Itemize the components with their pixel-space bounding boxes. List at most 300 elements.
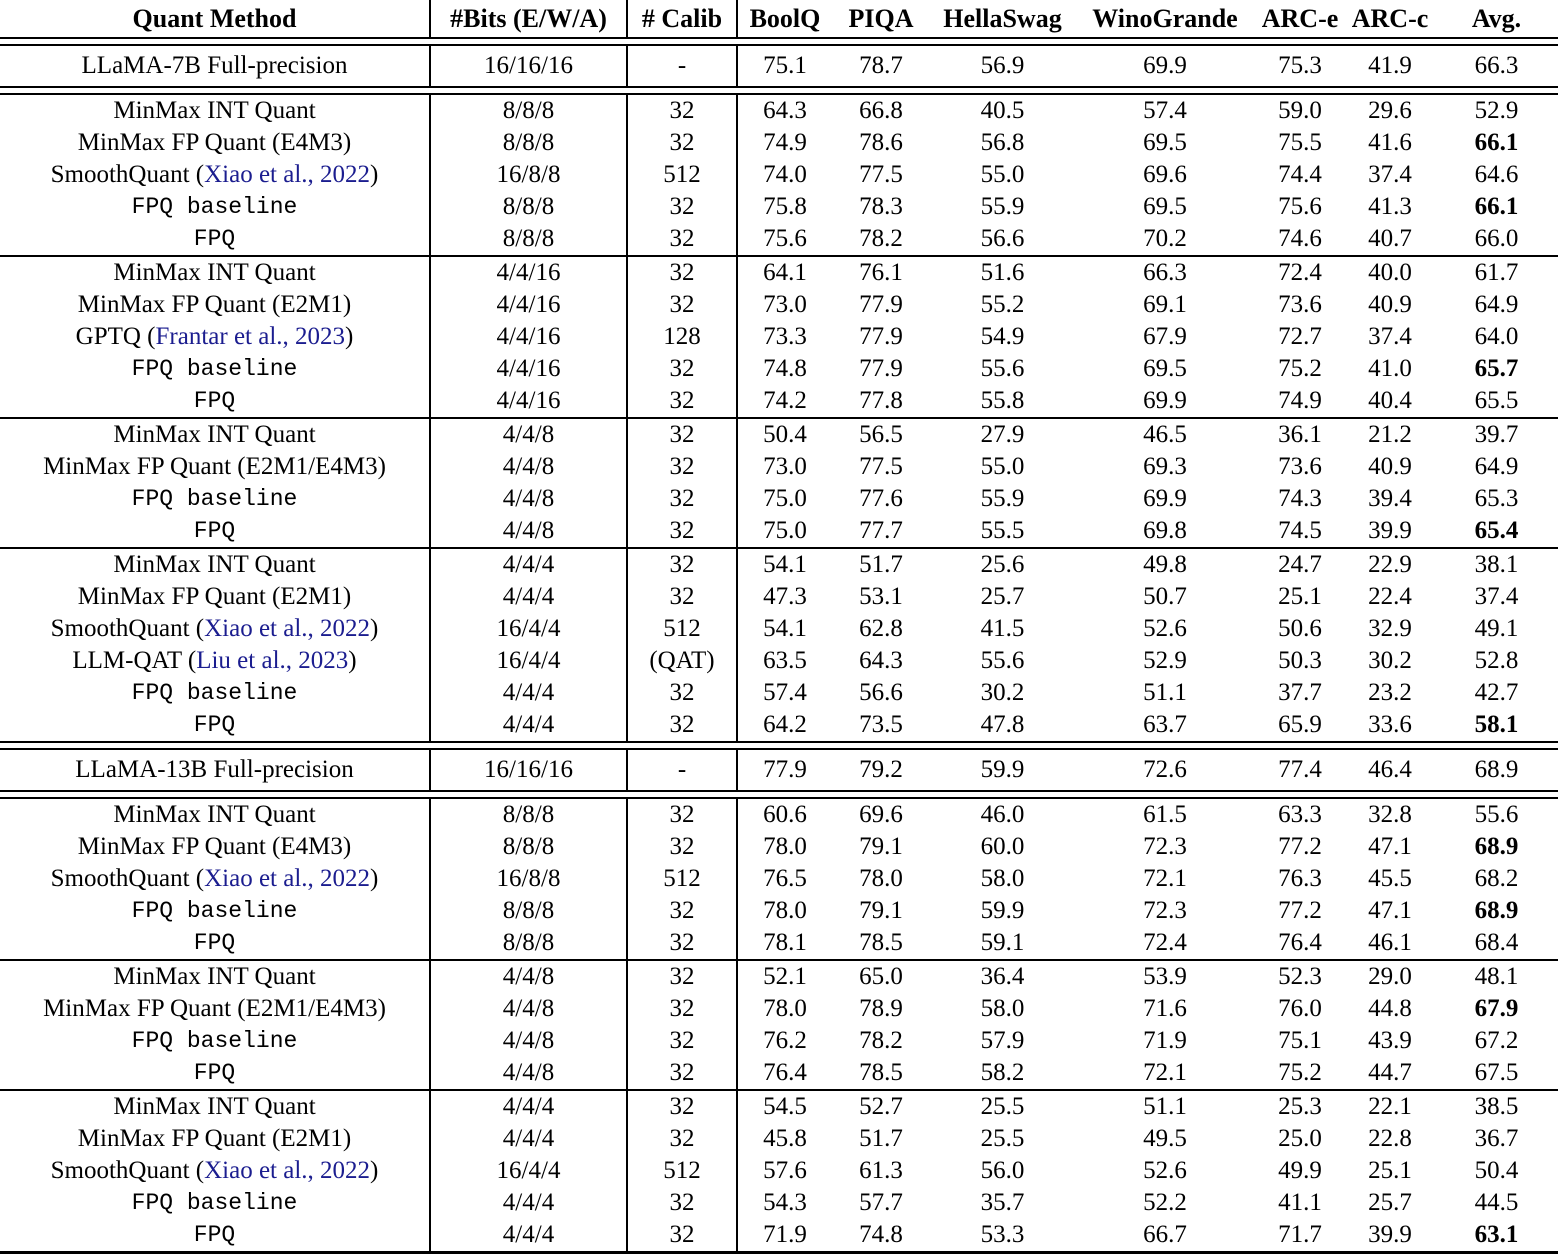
method-label-suffix: )	[370, 615, 379, 642]
cell-piqa: 77.9	[859, 355, 903, 382]
cell-piqa: 53.1	[859, 583, 903, 610]
cell-calib: 32	[627, 353, 737, 385]
table-row	[0, 451, 1558, 483]
cell-piqa: 51.7	[859, 1125, 903, 1152]
cell-winogrande: 69.1	[1143, 291, 1187, 318]
cell-quant-method	[0, 1090, 430, 1123]
table-head	[0, 0, 1558, 38]
cell-arc-e: 24.7	[1255, 548, 1345, 581]
cell-arc-c: 41.6	[1368, 129, 1412, 156]
cell-bits: 16/16/16	[430, 749, 627, 791]
table-row	[0, 1057, 1558, 1090]
cell-bits: 8/8/8	[430, 895, 627, 927]
cell-arc-e: 72.7	[1278, 323, 1322, 350]
cell-quant-method	[0, 159, 430, 191]
cell-arc-c: 25.7	[1368, 1189, 1412, 1216]
cell-quant-method	[0, 256, 430, 289]
column-header-piqa: PIQA	[848, 4, 914, 33]
cell-arc-c: 29.0	[1345, 960, 1435, 993]
method-label: FPQ baseline	[131, 486, 298, 512]
cell-quant-method	[0, 677, 430, 709]
cell-arc-e: 52.3	[1255, 960, 1345, 993]
method-label-suffix: )	[370, 161, 379, 188]
cell-arc-c: 21.2	[1345, 418, 1435, 451]
cell-arc-c: 46.4	[1368, 756, 1412, 783]
citation-link[interactable]: Xiao et al., 2022	[204, 161, 371, 188]
cell-arc-c: 43.9	[1368, 1027, 1412, 1054]
cell-boolq: 73.3	[737, 321, 832, 353]
cell-winogrande: 69.5	[1143, 193, 1187, 220]
method-label: LLaMA-13B Full-precision	[75, 756, 354, 783]
cell-hellaswag: 59.9	[980, 756, 1025, 783]
cell-boolq: 47.3	[737, 581, 832, 613]
cell-avg: 64.9	[1474, 291, 1519, 318]
cell-calib: 32	[627, 960, 737, 993]
method-label: FPQ baseline	[131, 898, 298, 924]
cell-quant-method	[0, 927, 430, 960]
cell-avg: 36.7	[1474, 1125, 1519, 1152]
cell-boolq: 76.4	[737, 1057, 832, 1090]
cell-winogrande: 72.3	[1143, 833, 1187, 860]
cell-arc-c: 33.6	[1368, 711, 1412, 738]
cell-winogrande: 69.6	[1143, 161, 1187, 188]
cell-quant-method	[0, 385, 430, 418]
cell-arc-c: 29.6	[1368, 97, 1412, 124]
cell-winogrande: 57.4	[1143, 97, 1187, 124]
cell-winogrande: 72.6	[1143, 756, 1187, 783]
cell-arc-e: 77.2	[1278, 897, 1322, 924]
cell-winogrande: 71.6	[1143, 995, 1187, 1022]
table-row	[0, 548, 1558, 581]
cell-arc-e: 75.6	[1278, 193, 1322, 220]
table-row	[0, 581, 1558, 613]
cell-calib: 32	[627, 385, 737, 418]
cell-winogrande: 70.2	[1143, 225, 1187, 252]
cell-winogrande: 52.6	[1143, 615, 1187, 642]
cell-hellaswag: 35.7	[980, 1189, 1025, 1216]
method-label: FPQ	[193, 1060, 236, 1086]
cell-arc-c: 41.9	[1368, 52, 1412, 79]
cell-avg: 64.0	[1474, 323, 1519, 350]
cell-arc-e: 73.6	[1278, 291, 1322, 318]
cell-hellaswag: 55.5	[980, 517, 1025, 544]
table-header-row	[0, 0, 1558, 38]
cell-hellaswag: 55.0	[980, 161, 1025, 188]
method-label: FPQ baseline	[131, 194, 298, 220]
cell-calib: 32	[627, 289, 737, 321]
cell-bits: 4/4/8	[430, 993, 627, 1025]
method-label-suffix: )	[345, 323, 354, 350]
cell-boolq: 54.3	[737, 1187, 832, 1219]
double-rule-line	[0, 742, 1558, 749]
cell-arc-c: 40.7	[1368, 225, 1412, 252]
cell-calib: 32	[627, 191, 737, 223]
cell-hellaswag: 25.5	[980, 1125, 1025, 1152]
citation-link[interactable]: Xiao et al., 2022	[204, 615, 371, 642]
method-label: MinMax INT Quant	[113, 259, 316, 286]
cell-arc-e: 74.5	[1278, 517, 1322, 544]
cell-avg: 52.9	[1474, 97, 1519, 124]
cell-piqa: 77.9	[859, 323, 903, 350]
cell-quant-method	[0, 483, 430, 515]
cell-calib: 512	[627, 159, 737, 191]
cell-quant-method	[0, 353, 430, 385]
column-header-quant-method: Quant Method	[132, 4, 297, 33]
table-row	[0, 483, 1558, 515]
cell-quant-method	[0, 1219, 430, 1253]
cell-bits: 16/4/4	[430, 1155, 627, 1187]
cell-calib: 32	[627, 483, 737, 515]
cell-quant-method	[0, 960, 430, 993]
cell-piqa: 62.8	[859, 615, 903, 642]
cell-hellaswag: 46.0	[980, 801, 1025, 828]
cell-hellaswag: 25.7	[980, 583, 1025, 610]
double-rule	[0, 742, 1558, 749]
cell-quant-method	[0, 548, 430, 581]
cell-quant-method	[0, 749, 430, 791]
cell-hellaswag: 55.6	[980, 647, 1025, 674]
cell-arc-c: 40.0	[1345, 256, 1435, 289]
cell-bits: 4/4/8	[430, 418, 627, 451]
cell-winogrande: 52.6	[1143, 1157, 1187, 1184]
cell-winogrande: 66.7	[1143, 1221, 1187, 1248]
method-label: LLM-QAT (	[72, 647, 197, 674]
cell-boolq: 75.1	[737, 45, 832, 87]
table-row	[0, 45, 1558, 87]
cell-quant-method	[0, 831, 430, 863]
cell-bits: 4/4/16	[430, 289, 627, 321]
cell-avg: 52.8	[1474, 647, 1519, 674]
cell-quant-method	[0, 993, 430, 1025]
cell-calib: 32	[627, 94, 737, 127]
cell-arc-c: 40.9	[1368, 291, 1412, 318]
cell-avg: 65.5	[1474, 387, 1519, 414]
method-label: FPQ	[193, 1222, 236, 1248]
table-row	[0, 191, 1558, 223]
citation-link[interactable]: Xiao et al., 2022	[204, 1157, 371, 1184]
method-label: MinMax INT Quant	[113, 97, 316, 124]
cell-hellaswag: 30.2	[980, 679, 1025, 706]
cell-arc-c: 39.4	[1368, 485, 1412, 512]
cell-boolq: 54.1	[737, 613, 832, 645]
cell-calib: 512	[627, 613, 737, 645]
cell-hellaswag: 60.0	[980, 833, 1025, 860]
cell-quant-method	[0, 127, 430, 159]
cell-arc-c: 40.9	[1368, 453, 1412, 480]
citation-link[interactable]: Xiao et al., 2022	[204, 865, 371, 892]
cell-hellaswag: 58.2	[980, 1059, 1025, 1086]
cell-hellaswag: 53.3	[980, 1221, 1025, 1248]
table-row	[0, 353, 1558, 385]
cell-arc-e: 63.3	[1278, 801, 1322, 828]
cell-boolq: 78.1	[737, 927, 832, 960]
table-row	[0, 960, 1558, 993]
cell-arc-c: 37.4	[1368, 161, 1412, 188]
cell-arc-e: 76.4	[1278, 929, 1322, 956]
cell-arc-e: 49.9	[1278, 1157, 1322, 1184]
cell-avg: 42.7	[1474, 679, 1519, 706]
method-label: MinMax FP Quant (E2M1)	[77, 1125, 352, 1152]
cell-winogrande: 52.2	[1143, 1189, 1187, 1216]
cell-calib: 32	[627, 709, 737, 742]
cell-hellaswag: 59.9	[980, 897, 1025, 924]
cell-bits: 4/4/4	[430, 581, 627, 613]
table-row	[0, 418, 1558, 451]
cell-bits: 8/8/8	[430, 798, 627, 831]
cell-arc-c: 30.2	[1368, 647, 1412, 674]
method-label: SmoothQuant (	[50, 865, 205, 892]
cell-arc-e: 25.1	[1278, 583, 1322, 610]
cell-boolq: 78.0	[737, 831, 832, 863]
citation-link[interactable]: Frantar et al., 2023	[155, 323, 346, 350]
cell-quant-method	[0, 645, 430, 677]
cell-bits: 4/4/4	[430, 1123, 627, 1155]
cell-avg: 37.4	[1474, 583, 1519, 610]
table-row	[0, 289, 1558, 321]
cell-boolq: 74.2	[737, 385, 832, 418]
cell-bits: 8/8/8	[430, 223, 627, 256]
method-label: MinMax INT Quant	[113, 421, 316, 448]
cell-quant-method	[0, 94, 430, 127]
cell-quant-method	[0, 709, 430, 742]
cell-avg: 68.2	[1474, 865, 1519, 892]
cell-hellaswag: 56.0	[980, 1157, 1025, 1184]
cell-winogrande: 49.8	[1075, 548, 1255, 581]
method-label: MinMax FP Quant (E2M1/E4M3)	[43, 453, 386, 480]
table-row	[0, 385, 1558, 418]
method-label: MinMax INT Quant	[113, 963, 316, 990]
cell-piqa: 78.3	[859, 193, 903, 220]
cell-bits: 8/8/8	[430, 927, 627, 960]
cell-hellaswag: 36.4	[930, 960, 1075, 993]
cell-piqa: 56.6	[859, 679, 903, 706]
cell-avg: 55.6	[1474, 801, 1519, 828]
table-row	[0, 993, 1558, 1025]
cell-arc-c: 40.4	[1368, 387, 1412, 414]
cell-arc-e: 74.9	[1278, 387, 1322, 414]
method-label-suffix: )	[348, 647, 357, 674]
cell-calib: 32	[627, 993, 737, 1025]
cell-arc-c: 39.9	[1368, 517, 1412, 544]
column-header-avg: Avg.	[1471, 4, 1522, 33]
cell-avg: 66.1	[1474, 193, 1519, 220]
cell-arc-c: 44.7	[1368, 1059, 1412, 1086]
double-rule-line	[0, 38, 1558, 45]
cell-avg: 65.3	[1474, 485, 1519, 512]
cell-calib: 32	[627, 256, 737, 289]
cell-arc-e: 37.7	[1278, 679, 1322, 706]
cell-avg: 68.9	[1474, 833, 1519, 860]
table-row	[0, 613, 1558, 645]
cell-bits: 4/4/8	[430, 451, 627, 483]
cell-hellaswag: 55.9	[980, 485, 1025, 512]
cell-arc-e: 77.2	[1278, 833, 1322, 860]
method-label: FPQ	[193, 388, 236, 414]
cell-arc-e: 75.1	[1278, 1027, 1322, 1054]
cell-piqa: 77.6	[859, 485, 903, 512]
cell-calib: 32	[627, 1025, 737, 1057]
cell-winogrande: 53.9	[1075, 960, 1255, 993]
cell-arc-c: 22.4	[1368, 583, 1412, 610]
cell-piqa: 78.5	[859, 1059, 903, 1086]
cell-arc-e: 59.0	[1278, 97, 1322, 124]
cell-quant-method	[0, 451, 430, 483]
cell-bits: 4/4/8	[430, 1025, 627, 1057]
table-row	[0, 223, 1558, 256]
cell-hellaswag: 54.9	[980, 323, 1025, 350]
cell-winogrande: 51.1	[1075, 1090, 1255, 1123]
cell-boolq: 50.4	[737, 418, 832, 451]
method-label: SmoothQuant (	[50, 615, 205, 642]
cell-boolq: 60.6	[737, 798, 832, 831]
cell-winogrande: 69.5	[1143, 129, 1187, 156]
cell-avg: 63.1	[1474, 1221, 1519, 1248]
cell-arc-e: 25.0	[1278, 1125, 1322, 1152]
cell-piqa: 77.7	[859, 517, 903, 544]
cell-piqa: 56.5	[832, 418, 930, 451]
cell-winogrande: 50.7	[1143, 583, 1187, 610]
cell-arc-c: 22.8	[1368, 1125, 1412, 1152]
column-header-calib: # Calib	[627, 0, 737, 38]
cell-avg: 65.7	[1474, 355, 1519, 382]
cell-bits: 4/4/8	[430, 483, 627, 515]
cell-bits: 4/4/16	[430, 385, 627, 418]
cell-winogrande: 72.4	[1143, 929, 1187, 956]
cell-arc-e: 74.4	[1278, 161, 1322, 188]
cell-bits: 4/4/4	[430, 1090, 627, 1123]
method-label: MinMax FP Quant (E4M3)	[77, 129, 352, 156]
cell-winogrande: 49.5	[1143, 1125, 1187, 1152]
cell-winogrande: 72.1	[1143, 1059, 1187, 1086]
cell-quant-method	[0, 1123, 430, 1155]
cell-hellaswag: 55.8	[980, 387, 1025, 414]
cell-calib: 32	[627, 515, 737, 548]
cell-arc-e: 77.4	[1278, 756, 1322, 783]
cell-arc-e: 72.4	[1255, 256, 1345, 289]
cell-avg: 66.0	[1474, 225, 1519, 252]
method-label: MinMax INT Quant	[113, 801, 316, 828]
method-label: FPQ baseline	[131, 1190, 298, 1216]
table-row	[0, 94, 1558, 127]
table-row	[0, 1025, 1558, 1057]
cell-piqa: 78.9	[859, 995, 903, 1022]
cell-bits: 4/4/4	[430, 1187, 627, 1219]
cell-avg: 66.3	[1474, 52, 1519, 79]
cell-hellaswag: 27.9	[930, 418, 1075, 451]
cell-arc-c: 23.2	[1368, 679, 1412, 706]
cell-boolq: 57.6	[737, 1155, 832, 1187]
column-header-arc-c: ARC-c	[1351, 4, 1429, 33]
cell-quant-method	[0, 191, 430, 223]
cell-quant-method	[0, 289, 430, 321]
cell-quant-method	[0, 515, 430, 548]
cell-piqa: 79.2	[859, 756, 903, 783]
cell-quant-method	[0, 45, 430, 87]
cell-piqa: 77.5	[859, 161, 903, 188]
cell-piqa: 78.0	[859, 865, 903, 892]
method-label: FPQ	[193, 930, 236, 956]
cell-avg: 39.7	[1435, 418, 1558, 451]
method-label: FPQ baseline	[131, 1028, 298, 1054]
cell-bits: 4/4/16	[430, 353, 627, 385]
cell-calib: 128	[627, 321, 737, 353]
cell-calib: 32	[627, 798, 737, 831]
method-label: MinMax FP Quant (E4M3)	[77, 833, 352, 860]
cell-arc-e: 74.3	[1278, 485, 1322, 512]
double-rule-line	[0, 791, 1558, 798]
cell-boolq: 75.0	[737, 483, 832, 515]
table-row	[0, 159, 1558, 191]
cell-hellaswag: 55.0	[980, 453, 1025, 480]
column-header-arc-e: ARC-e	[1261, 4, 1339, 33]
cell-winogrande: 69.9	[1143, 485, 1187, 512]
cell-arc-c: 32.8	[1368, 801, 1412, 828]
cell-boolq: 75.0	[737, 515, 832, 548]
double-rule	[0, 791, 1558, 798]
cell-arc-e: 71.7	[1278, 1221, 1322, 1248]
cell-bits: 16/4/4	[430, 645, 627, 677]
cell-bits: 4/4/4	[430, 548, 627, 581]
cell-winogrande: 67.9	[1143, 323, 1187, 350]
cell-bits: 8/8/8	[430, 191, 627, 223]
cell-hellaswag: 25.5	[930, 1090, 1075, 1123]
cell-calib: 32	[627, 677, 737, 709]
cell-piqa: 73.5	[859, 711, 903, 738]
cell-boolq: 71.9	[737, 1219, 832, 1253]
cell-calib: 32	[627, 451, 737, 483]
table-row	[0, 1187, 1558, 1219]
cell-arc-c: 25.1	[1368, 1157, 1412, 1184]
cell-piqa: 77.8	[859, 387, 903, 414]
cell-bits: 16/4/4	[430, 613, 627, 645]
cell-arc-c: 22.9	[1345, 548, 1435, 581]
cell-piqa: 57.7	[859, 1189, 903, 1216]
cell-arc-e: 75.5	[1278, 129, 1322, 156]
table-row	[0, 749, 1558, 791]
citation-link[interactable]: Liu et al., 2023	[196, 647, 349, 674]
table-row	[0, 927, 1558, 960]
method-label: FPQ	[193, 712, 236, 738]
cell-calib: -	[627, 45, 737, 87]
cell-winogrande: 46.5	[1075, 418, 1255, 451]
cell-arc-c: 45.5	[1368, 865, 1412, 892]
cell-bits: 4/4/16	[430, 321, 627, 353]
cell-arc-e: 74.6	[1278, 225, 1322, 252]
cell-hellaswag: 47.8	[980, 711, 1025, 738]
cell-arc-e: 75.2	[1278, 355, 1322, 382]
method-label: FPQ baseline	[131, 356, 298, 382]
cell-boolq: 63.5	[737, 645, 832, 677]
cell-hellaswag: 59.1	[980, 929, 1025, 956]
cell-arc-e: 25.3	[1255, 1090, 1345, 1123]
cell-boolq: 77.9	[737, 749, 832, 791]
cell-boolq: 64.2	[737, 709, 832, 742]
method-label: MinMax FP Quant (E2M1)	[77, 291, 352, 318]
table-row	[0, 709, 1558, 742]
method-label-suffix: )	[370, 1157, 379, 1184]
cell-avg: 68.9	[1474, 756, 1519, 783]
cell-piqa: 79.1	[859, 897, 903, 924]
cell-winogrande: 69.9	[1143, 387, 1187, 414]
table-row	[0, 1090, 1558, 1123]
method-label: LLaMA-7B Full-precision	[81, 52, 348, 79]
cell-piqa: 76.1	[832, 256, 930, 289]
cell-calib: 32	[627, 548, 737, 581]
cell-quant-method	[0, 798, 430, 831]
cell-calib: 32	[627, 1187, 737, 1219]
method-label: GPTQ (	[75, 323, 156, 350]
cell-piqa: 74.8	[859, 1221, 903, 1248]
